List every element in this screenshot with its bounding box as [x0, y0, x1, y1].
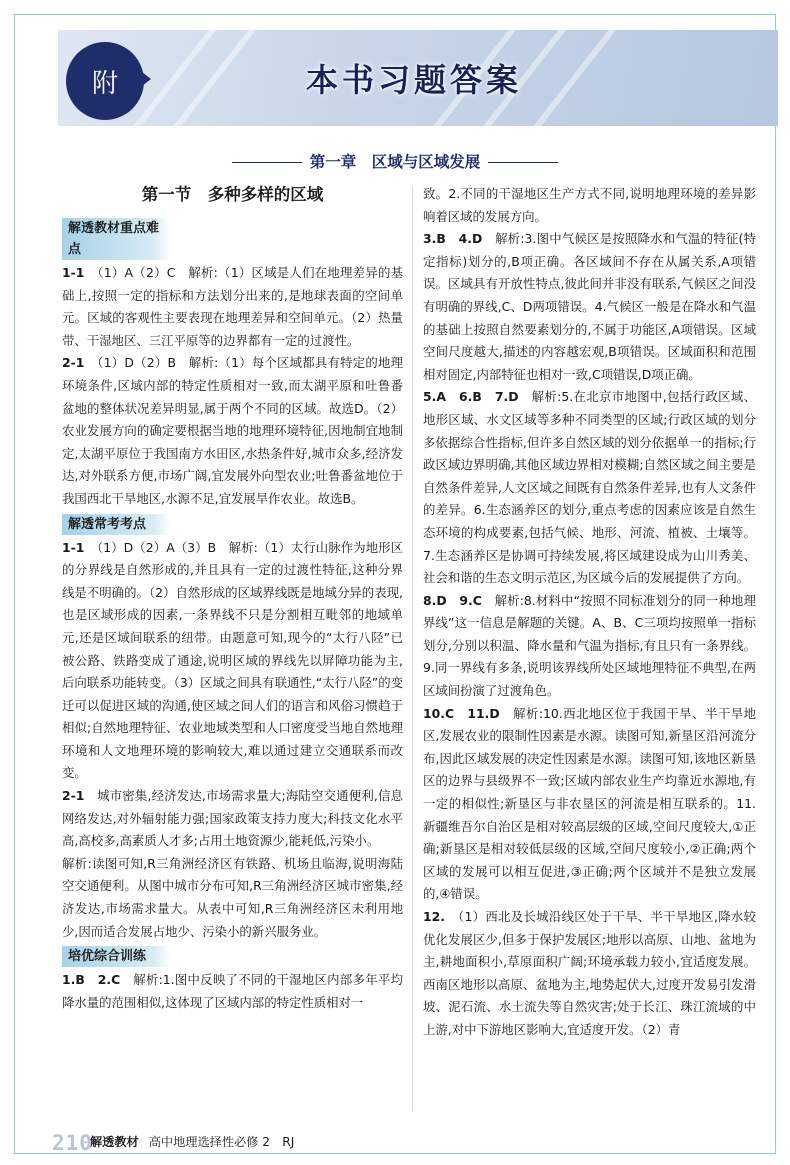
question-number: 2-1 — [62, 788, 85, 804]
answer-text: 解析:5.在北京市地图中,包括行政区域、地形区域、水文区域等多种不同类型的区域;行政区域的划分多依据综合性指标,但许多自然区域的划分依据单一的指标;行政区域边界明确,其他区域边界相对模糊;自然区域之间主要是自然条件差异,人文区域之间既有自然条件差异,也有人文条件的差异。6.生态涵养区的划分,重点考虑的因素应该是自然生态环境的构成要素,包括气候、地形、河流、植被、土壤等。7.生态涵养区是协调可持续发展,将区域建设成为山川秀美、社会和谐的生态文明示范区,为区域今后的发展提供了方向。 — [423, 389, 757, 586]
answer-choices: （1）A（2）C — [97, 265, 176, 280]
answer-text: 解析:读图可知,R三角洲经济区有铁路、机场且临海,说明海陆空交通便利。从图中城市分布可知,R三角洲经济区城市密集,经济发达,市场需求量大。从表中可知,R三角洲经济区未利用地少,因而适合发展占地少、污染小的新兴服务业。 — [62, 855, 403, 939]
subsection-heading: 培优综合训练 — [62, 946, 170, 967]
answer-item — [62, 537, 403, 786]
chapter-heading — [0, 150, 790, 172]
answer-text: 解析:8.材料中“按照不同标准划分的同一种地理界线”这一信息是解题的关键。A、B、C三项均按照单一指标划分,分别以积温、降水量和气温为指标,有且只有一条界线。9.同一界线有多条,说明该界线所处区域地理特征不典型,在两区域间扮演了过渡角色。 — [423, 592, 757, 699]
answer-item — [62, 969, 403, 1014]
page-title: 本书习题答案 — [306, 61, 523, 99]
question-number: 8.D 9.C — [423, 592, 482, 608]
answer-text: 解析:（1）每个区域都具有特定的地理环境条件,区域内部的特定性质相对一致,而太湖平原和吐鲁番盆地的整体状况差异明显,属于两个不同的区域。故选D。（2）农业发展方向的确定要根据当地的地理环境特征,因地制宜地制定,太湖平原位于我国南方水田区,水热条件好,城市众多,经济发达,对外联系方便,市场广阔,宜发展外向型农业;吐鲁番盆地位于我国西北干旱地区,水源不足,宜发展旱作农业。故选B。 — [62, 355, 404, 506]
arrow-right-icon — [142, 72, 151, 86]
answer-item — [423, 590, 756, 703]
answer-item — [423, 228, 756, 386]
footer — [90, 1133, 294, 1150]
answer-item — [62, 352, 403, 510]
answer-item — [62, 785, 403, 853]
divider-left — [232, 162, 302, 164]
answer-item — [423, 386, 756, 589]
column-divider — [412, 186, 413, 1111]
right-column — [423, 183, 756, 1042]
answer-text: 解析:（1）区域是人们在地理差异的基础上,按照一定的指标和方法划分出来的,是地球表面的空间单元。区域的客观性主要表现在地理差异和空间单元。（2）热量带、干湿地区、三江平原等的边界都有一定的过渡性。 — [62, 265, 404, 348]
answer-choices: （1）D（2）A（3）B — [96, 539, 217, 555]
answer-text: （1）西北及长城沿线区处于干旱、半干旱地区,降水较优化发展区少,但多于保护发展区;地形以高原、山地、盆地为主,耕地面积小,草原面积广阔;环境承载力较小,宜适度发展。西南区地形以高原、盆地为主,地势起伏大,过度开发易引发滑坡、泥石流、水土流失等自然灾害;处于长江、珠江流域的中上游,对中下游地区影响大,宜适度开发。（2）青 — [423, 909, 757, 1037]
question-number: 2-1 — [62, 355, 85, 371]
answer-choices: （1）D（2）B — [97, 355, 176, 371]
answer-text: 解析:（1）太行山脉作为地形区的分界线是自然形成的,并且具有一定的过渡性特征,这种分界线是不明确的。（2）自然形成的区域界线既是地域分异的表现,也是区域形成的因素,一条界线不只是分割相互毗邻的地域单元,还是区域间联系的纽带。由题意可知,现今的“太行八陉”已被公路、铁路变成了通途,说明区域的界线先以屏障功能为主,后向联系功能转变。（3）区域之间具有联通性,“太行八陉”的变迁可以促进区域的沟通,使区域之间人们的语言和风俗习惯趋于相似;自然地理特征、农业地域类型和人口密度受当地自然地理环境和人文地理环境的影响较大,难以通过建立交通联系而改变。 — [62, 539, 404, 781]
appendix-label: 附 — [91, 68, 118, 99]
answer-item — [423, 183, 756, 228]
answer-item — [62, 853, 403, 943]
subsection-heading: 解透教材重点难点 — [62, 218, 170, 260]
section-title: 第一节 多种多样的区域 — [141, 185, 324, 204]
answer-text: 城市密集,经济发达,市场需求量大;海陆空交通便利,信息网络发达,对外辐射能力强;国家政策支持力度大;科技文化水平高,高校多,高素质人才多;占用土地资源少,能耗低,污染小。 — [62, 788, 403, 849]
question-number: 1.B 2.C — [62, 972, 121, 988]
answer-item — [423, 703, 756, 906]
appendix-badge — [66, 42, 144, 120]
question-number: 1-1 — [62, 539, 85, 555]
answer-text: 解析:3.图中气候区是按照降水和气温的特征(特定指标)划分的,B项正确。各区域间不存在从属关系,A项错误。区域具有开放性特点,彼此间并非没有联系,气候区之间没有明确的界线,C、D两项错误。4.气候区一般是在降水和气温的基础上按照自然要素划分的,不属于功能区,A项错误。区域空间尺度越大,描述的内容越宏观,B项错误。区域面积和范围相对固定,内部特征也相对一致,C项错误,D项正确。 — [423, 231, 756, 382]
footer-book: 解透教材 — [90, 1135, 139, 1149]
answer-text: 解析:1.图中反映了不同的干湿地区内部多年平均降水量的范围相似,这体现了区域内部的特定性质相对一 — [62, 972, 403, 1010]
answer-item — [62, 262, 403, 352]
answer-text: 致。2.不同的干湿地区生产方式不同,说明地理环境的差异影响着区域的发展方向。 — [423, 186, 756, 224]
answer-text: 解析:10.西北地区位于我国干旱、半干旱地区,发展农业的限制性因素是水源。读图可知,新垦区沿河流分布,因此区域发展的决定性因素是水源。读图可知,该地区新垦区的边界与县级界不一致;区域内部农业生产均靠近水源地,有一定的相似性;新垦区与非农垦区的河流是相互联系的。11.新疆维吾尔自治区是相对较高层级的区域,空间尺度较大,①正确;新垦区是相对较低层级的区域,空间尺度较小,②正确;两个区域的发展可以相互促进,③正确;两个区域并不是独立发展的,④错误。 — [423, 705, 757, 902]
subsection-heading: 解透常考考点 — [62, 514, 170, 535]
question-number: 10.C 11.D — [423, 705, 500, 721]
question-number: 12. — [423, 909, 445, 924]
footer-subject: 高中地理选择性必修 2 RJ — [148, 1135, 295, 1149]
question-number: 5.A 6.B 7.D — [423, 389, 519, 405]
chapter-title: 第一章 区域与区域发展 — [309, 153, 481, 171]
answer-item — [423, 906, 756, 1042]
left-column — [62, 183, 403, 1014]
divider-right — [488, 162, 558, 164]
question-number: 1-1 — [62, 265, 85, 280]
question-number: 3.B 4.D — [423, 231, 483, 247]
page-number: 210 — [52, 1131, 93, 1155]
